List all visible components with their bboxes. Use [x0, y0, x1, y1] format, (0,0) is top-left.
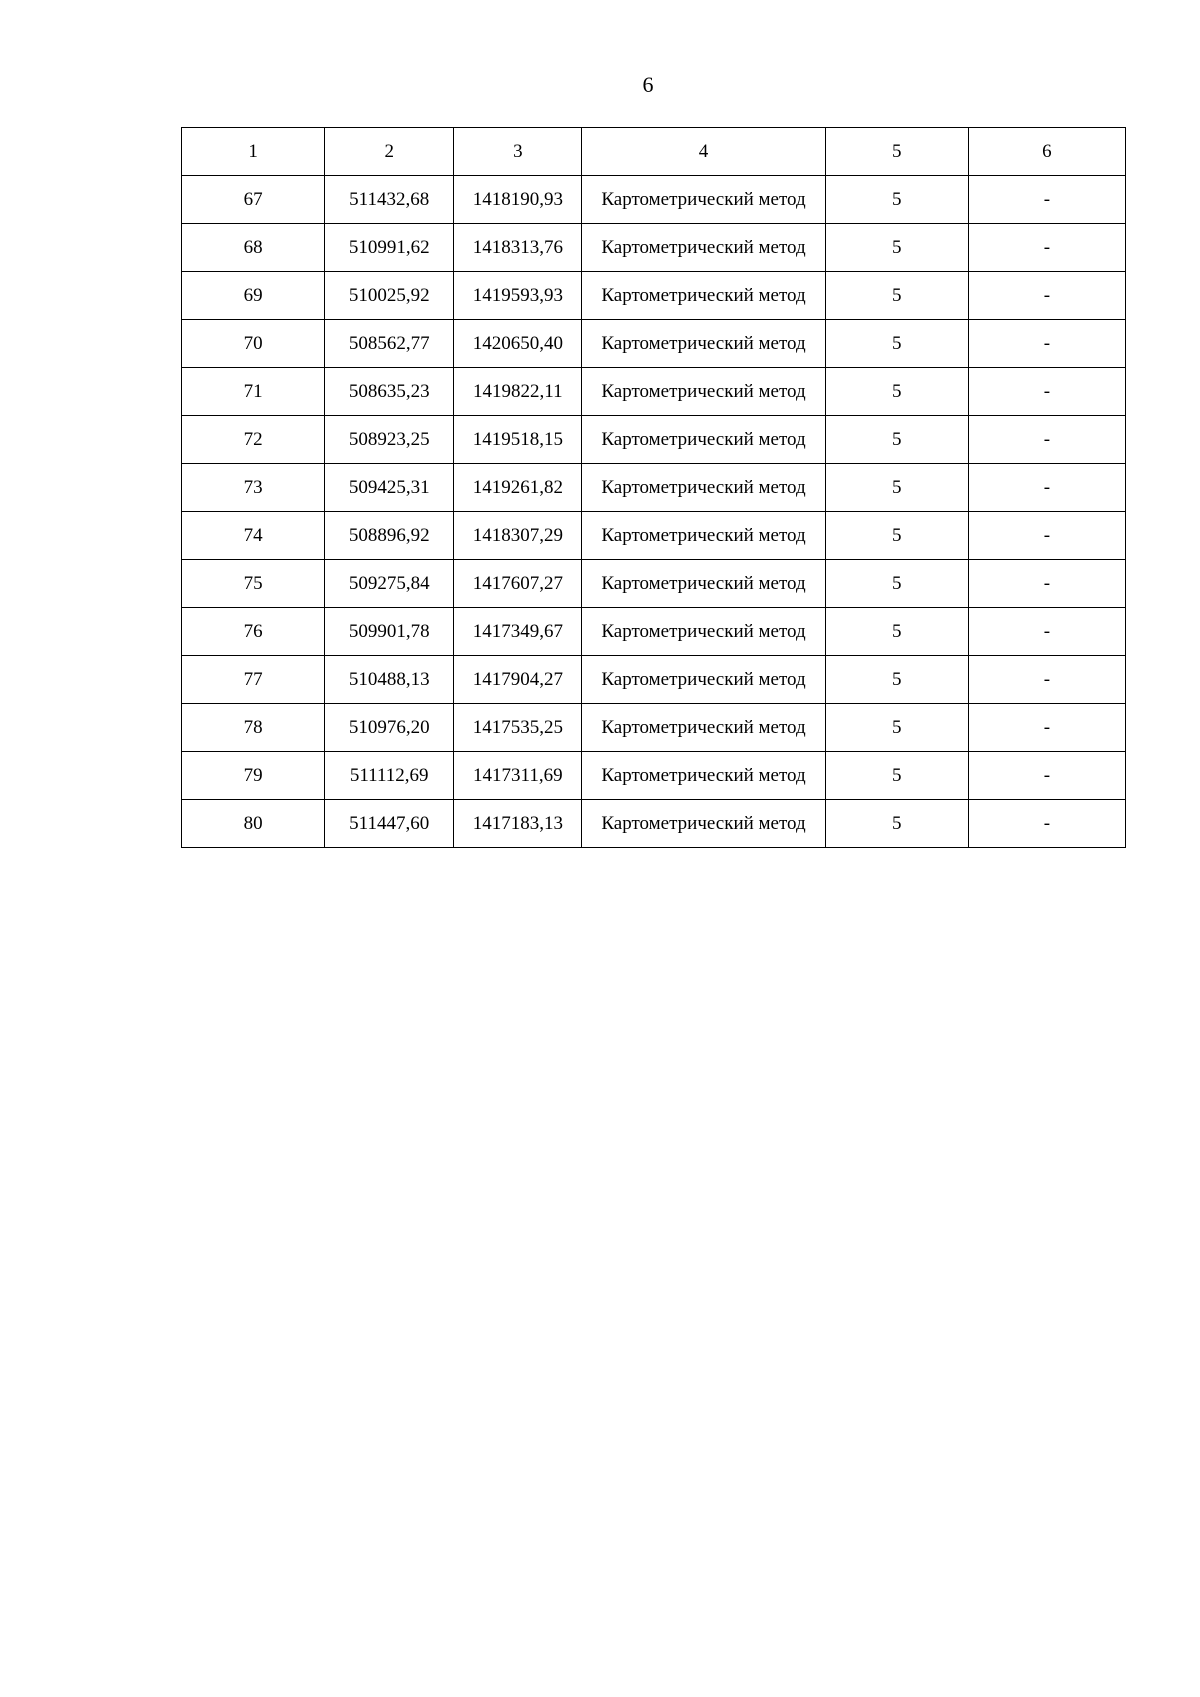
- x-coordinate-cell: 510976,20: [325, 704, 454, 752]
- table-row: [182, 800, 1126, 848]
- accuracy-cell: 5: [825, 608, 968, 656]
- point-number-cell: 80: [182, 800, 325, 848]
- table-row: [182, 368, 1126, 416]
- x-coordinate-cell: 509275,84: [325, 560, 454, 608]
- table-row: [182, 704, 1126, 752]
- x-coordinate-cell: 508896,92: [325, 512, 454, 560]
- accuracy-cell: 5: [825, 416, 968, 464]
- y-coordinate-cell: 1419261,82: [454, 464, 582, 512]
- point-number-cell: 68: [182, 224, 325, 272]
- point-number-cell: 67: [182, 176, 325, 224]
- table-row: [182, 320, 1126, 368]
- method-cell: Картометрический метод: [582, 416, 825, 464]
- table-row: [182, 224, 1126, 272]
- accuracy-cell: 5: [825, 704, 968, 752]
- point-number-cell: 72: [182, 416, 325, 464]
- point-number-cell: 78: [182, 704, 325, 752]
- accuracy-cell: 5: [825, 752, 968, 800]
- x-coordinate-cell: 511447,60: [325, 800, 454, 848]
- note-cell: -: [968, 224, 1125, 272]
- note-cell: -: [968, 752, 1125, 800]
- x-coordinate-cell: 510488,13: [325, 656, 454, 704]
- accuracy-cell: 5: [825, 512, 968, 560]
- method-cell: Картометрический метод: [582, 512, 825, 560]
- point-number-cell: 77: [182, 656, 325, 704]
- y-coordinate-cell: 1419518,15: [454, 416, 582, 464]
- accuracy-cell: 5: [825, 176, 968, 224]
- note-cell: -: [968, 656, 1125, 704]
- page-number: 6: [642, 72, 654, 97]
- point-number-cell: 75: [182, 560, 325, 608]
- y-coordinate-cell: 1417349,67: [454, 608, 582, 656]
- method-cell: Картометрический метод: [582, 320, 825, 368]
- note-cell: -: [968, 464, 1125, 512]
- coordinates-table: [181, 127, 1126, 848]
- x-coordinate-cell: 510025,92: [325, 272, 454, 320]
- column-header: 4: [582, 128, 825, 176]
- y-coordinate-cell: 1417904,27: [454, 656, 582, 704]
- y-coordinate-cell: 1419593,93: [454, 272, 582, 320]
- method-cell: Картометрический метод: [582, 368, 825, 416]
- note-cell: -: [968, 608, 1125, 656]
- y-coordinate-cell: 1420650,40: [454, 320, 582, 368]
- table-body: [182, 176, 1126, 848]
- accuracy-cell: 5: [825, 224, 968, 272]
- column-header: 1: [182, 128, 325, 176]
- accuracy-cell: 5: [825, 464, 968, 512]
- column-header: 2: [325, 128, 454, 176]
- table-row: [182, 656, 1126, 704]
- x-coordinate-cell: 510991,62: [325, 224, 454, 272]
- y-coordinate-cell: 1418313,76: [454, 224, 582, 272]
- table-row: [182, 272, 1126, 320]
- method-cell: Картометрический метод: [582, 176, 825, 224]
- point-number-cell: 76: [182, 608, 325, 656]
- point-number-cell: 74: [182, 512, 325, 560]
- x-coordinate-cell: 511112,69: [325, 752, 454, 800]
- table-row: [182, 608, 1126, 656]
- accuracy-cell: 5: [825, 368, 968, 416]
- y-coordinate-cell: 1419822,11: [454, 368, 582, 416]
- note-cell: -: [968, 560, 1125, 608]
- method-cell: Картометрический метод: [582, 272, 825, 320]
- x-coordinate-cell: 508923,25: [325, 416, 454, 464]
- note-cell: -: [968, 368, 1125, 416]
- point-number-cell: 79: [182, 752, 325, 800]
- note-cell: -: [968, 512, 1125, 560]
- accuracy-cell: 5: [825, 320, 968, 368]
- point-number-cell: 71: [182, 368, 325, 416]
- method-cell: Картометрический метод: [582, 608, 825, 656]
- x-coordinate-cell: 511432,68: [325, 176, 454, 224]
- y-coordinate-cell: 1417311,69: [454, 752, 582, 800]
- table-row: [182, 416, 1126, 464]
- x-coordinate-cell: 508562,77: [325, 320, 454, 368]
- method-cell: Картометрический метод: [582, 560, 825, 608]
- y-coordinate-cell: 1417535,25: [454, 704, 582, 752]
- method-cell: Картометрический метод: [582, 224, 825, 272]
- method-cell: Картометрический метод: [582, 800, 825, 848]
- accuracy-cell: 5: [825, 656, 968, 704]
- note-cell: -: [968, 272, 1125, 320]
- table-row: [182, 752, 1126, 800]
- method-cell: Картометрический метод: [582, 464, 825, 512]
- method-cell: Картометрический метод: [582, 704, 825, 752]
- point-number-cell: 73: [182, 464, 325, 512]
- method-cell: Картометрический метод: [582, 656, 825, 704]
- y-coordinate-cell: 1417183,13: [454, 800, 582, 848]
- point-number-cell: 70: [182, 320, 325, 368]
- y-coordinate-cell: 1418190,93: [454, 176, 582, 224]
- table-row: [182, 176, 1126, 224]
- table-row: [182, 560, 1126, 608]
- note-cell: -: [968, 176, 1125, 224]
- note-cell: -: [968, 704, 1125, 752]
- accuracy-cell: 5: [825, 800, 968, 848]
- table-row: [182, 512, 1126, 560]
- point-number-cell: 69: [182, 272, 325, 320]
- column-header: 5: [825, 128, 968, 176]
- x-coordinate-cell: 508635,23: [325, 368, 454, 416]
- table-row: [182, 464, 1126, 512]
- table-header-row: [182, 128, 1126, 176]
- note-cell: -: [968, 416, 1125, 464]
- note-cell: -: [968, 320, 1125, 368]
- accuracy-cell: 5: [825, 272, 968, 320]
- x-coordinate-cell: 509425,31: [325, 464, 454, 512]
- column-header: 3: [454, 128, 582, 176]
- note-cell: -: [968, 800, 1125, 848]
- x-coordinate-cell: 509901,78: [325, 608, 454, 656]
- accuracy-cell: 5: [825, 560, 968, 608]
- y-coordinate-cell: 1417607,27: [454, 560, 582, 608]
- y-coordinate-cell: 1418307,29: [454, 512, 582, 560]
- method-cell: Картометрический метод: [582, 752, 825, 800]
- column-header: 6: [968, 128, 1125, 176]
